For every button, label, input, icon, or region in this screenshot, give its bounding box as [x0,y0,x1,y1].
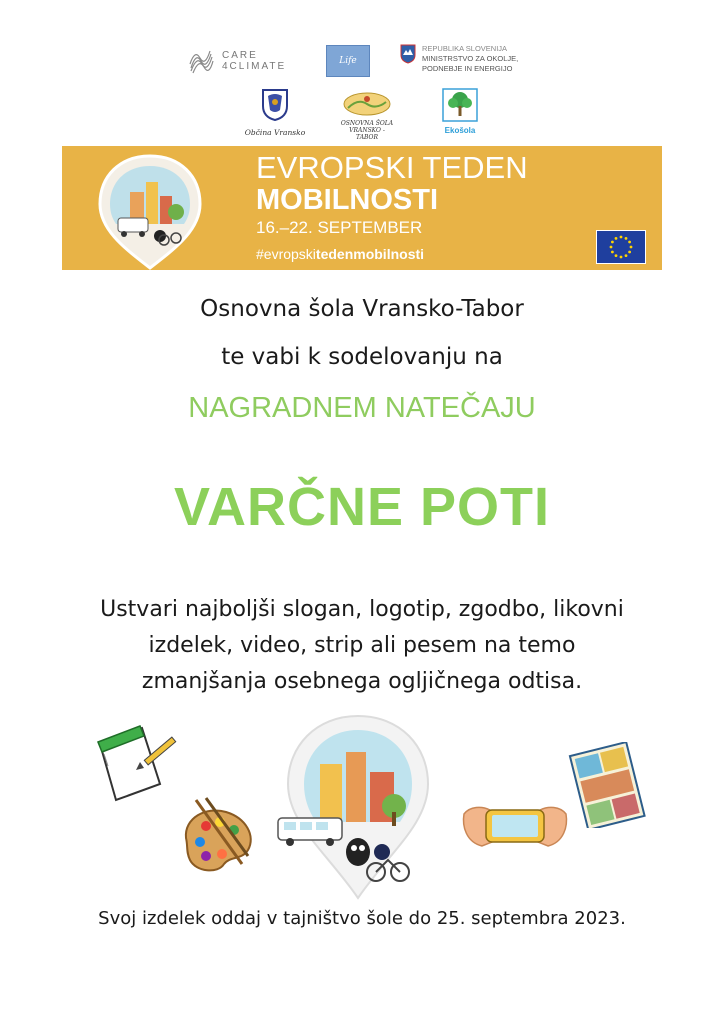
school-emblem-icon [342,90,392,116]
obcina-crest-icon [261,88,289,122]
slovenia-crest-icon [400,44,416,64]
submission-deadline: Svoj izdelek oddaj v tajništvo šole do 25. septembra 2023. [98,908,626,929]
ministry-logo [400,44,540,80]
invite-text: te vabi k sodelovanju na [221,344,503,370]
care-line2: 4CLIMATE [222,61,287,72]
mobility-pin-illustration [276,712,440,902]
school-logo [338,90,396,141]
ekosola-tree-icon [442,88,478,122]
smartphone-hands-icon [460,796,570,856]
ministry-line3: PODNEBJE IN ENERGIJO [422,64,513,73]
paint-palette-icon [176,794,262,878]
ministry-line2: MINISTRSTVO ZA OKOLJE, [422,54,519,63]
care4climate-logo [186,44,306,78]
description-line: Ustvari najboljši slogan, logotip, zgodbo, likovni [100,597,624,622]
description-line: zmanjšanja osebnega ogljičnega odtisa. [141,669,583,694]
contest-description [0,592,724,700]
school-logo-line2: VRANSKO - TABOR [349,127,385,141]
hashtag-light: #evropski [256,246,316,262]
mobility-week-banner [62,146,662,270]
ekosola-label: Ekošola [444,126,476,135]
obcina-vransko-logo [244,88,306,136]
ekosola-logo [439,88,481,138]
description-line: izdelek, video, strip ali pesem na temo [148,633,576,658]
care-line1: CARE [222,50,258,61]
life-label: Life [339,56,357,66]
comic-strip-icon [564,742,650,828]
life-logo [326,45,370,77]
school-logo-line1: OSNOVNA ŠOLA [340,120,394,127]
ministry-line1: REPUBLIKA SLOVENIJA [422,44,508,53]
contest-title: VARČNE POTI [173,477,551,537]
banner-pin-illustration [90,152,210,270]
banner-title-line1: EVROPSKI TEDEN [256,150,528,185]
hashtag-bold: tedenmobilnosti [315,246,425,262]
eu-flag-icon [596,230,646,264]
banner-hashtag [256,246,424,262]
obcina-label: Občina Vransko [244,128,306,137]
notepad-pencil-icon [94,722,180,804]
contest-heading: NAGRADNEM NATEČAJU [188,392,536,424]
care4climate-mark-icon [186,46,216,76]
school-name: Osnovna šola Vransko-Tabor [200,296,524,322]
banner-dates: 16.–22. SEPTEMBER [256,218,423,237]
banner-title-line2: MOBILNOSTI [256,184,439,216]
